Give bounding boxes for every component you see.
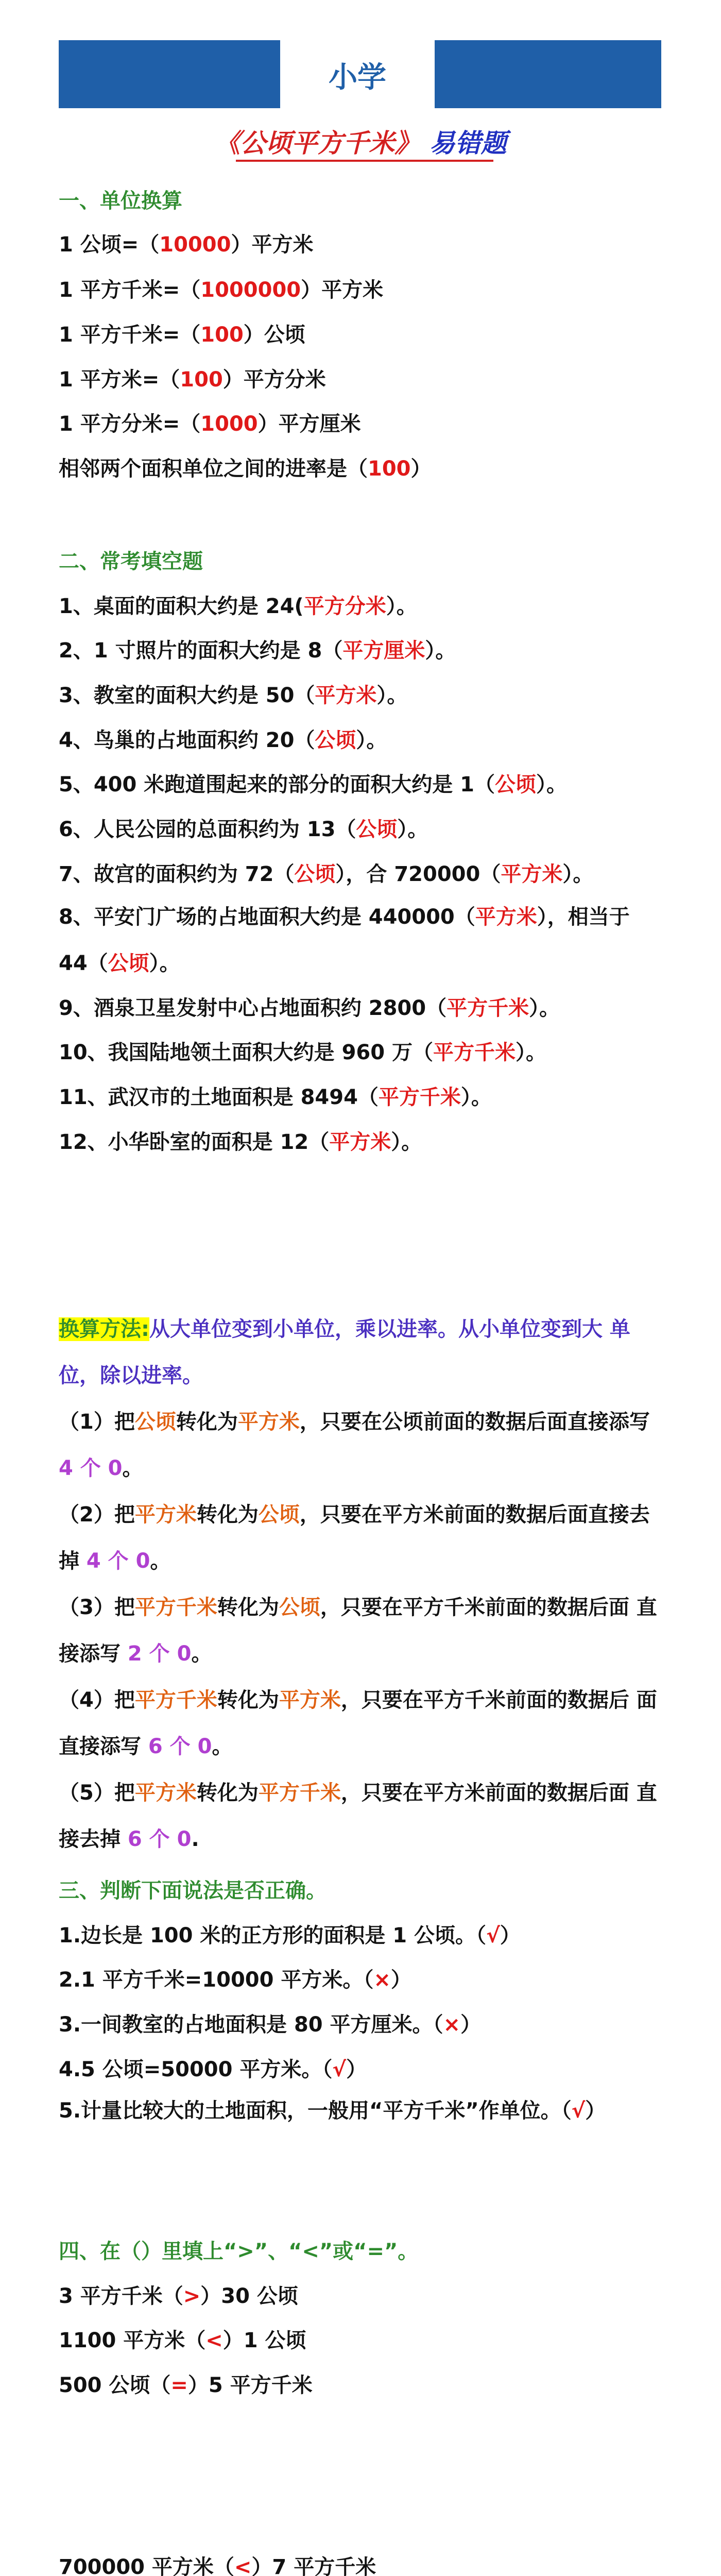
fill-question: 6、人民公园的总面积约为 13（公顷）。 xyxy=(59,818,428,841)
title-underline xyxy=(236,160,493,162)
section-heading-compare: 四、在（）里填上“>”、“<”或“=”。 xyxy=(59,2240,419,2263)
fill-question: 8、平安门广场的占地面积大约是 440000（平方米），相当于 44（公顷）。 xyxy=(59,905,630,975)
cross-mark: × xyxy=(373,1968,391,1992)
section-heading-conversion: 一、单位换算 xyxy=(59,189,182,213)
title-name: 公顷平方千米 xyxy=(240,128,395,158)
fill-question: 5、400 米跑道围起来的部分的面积大约是 1（公顷）。 xyxy=(59,773,568,796)
fill-question: 1、桌面的面积大约是 24(平方分米）。 xyxy=(59,595,417,618)
answer: 平方分米 xyxy=(303,595,386,618)
check-mark: √ xyxy=(332,2058,347,2081)
answer: 平方米 xyxy=(315,684,377,707)
cross-mark: × xyxy=(443,2013,461,2037)
answer: 1000000 xyxy=(200,278,301,302)
answer: 公顷 xyxy=(108,952,149,975)
answer: 公顷 xyxy=(315,728,356,752)
banner-label: 小学 xyxy=(329,61,386,94)
compare-question: 3 平方千米（>）30 公顷 xyxy=(59,2284,298,2308)
title-sub: 易错题 xyxy=(429,128,507,158)
compare-question: 1100 平方米（<）1 公顷 xyxy=(59,2329,306,2352)
judge-question: 1.边长是 100 米的正方形的面积是 1 公顷。（√） xyxy=(59,1924,521,1947)
section-heading-fill-in: 二、常考填空题 xyxy=(59,550,203,573)
answer: = xyxy=(170,2374,188,2397)
answer: 公顷 xyxy=(294,862,336,886)
method-rule: （1）把公顷转化为平方米，只要在公顷前面的数据后面直接添写 4 个 0。 xyxy=(59,1410,650,1480)
answer: 100 xyxy=(368,457,411,481)
answer: > xyxy=(183,2284,201,2308)
banner-label-box xyxy=(280,40,435,108)
answer: 10000 xyxy=(159,233,231,257)
answer: 100 xyxy=(180,368,223,392)
method-intro xyxy=(59,1306,661,1399)
method-rule: （2）把平方米转化为公顷，只要在平方米前面的数据后面直接去掉 4 个 0。 xyxy=(59,1503,650,1573)
answer: 平方千米 xyxy=(447,996,529,1020)
section-heading-true-false: 三、判断下面说法是否正确。 xyxy=(59,1879,327,1903)
answer: 1000 xyxy=(200,412,258,436)
title-book-open: 《 xyxy=(214,128,241,158)
answer: 平方千米 xyxy=(433,1041,516,1064)
fill-question: 3、教室的面积大约是 50（平方米）。 xyxy=(59,684,408,707)
conversion-line: 1 平方千米=（100）公顷 xyxy=(59,323,305,347)
method-rule: （4）把平方千米转化为平方米，只要在平方千米前面的数据后 面直接添写 6 个 0。 xyxy=(59,1688,657,1758)
fill-question: 2、1 寸照片的面积大约是 8（平方厘米）。 xyxy=(59,639,456,663)
header-banner xyxy=(59,40,661,108)
answer: 平方米 xyxy=(329,1130,391,1154)
answer: < xyxy=(205,2329,223,2352)
fill-question: 12、小华卧室的面积是 12（平方米）。 xyxy=(59,1130,422,1154)
conversion-line: 1 平方米=（100）平方分米 xyxy=(59,368,326,392)
answer: < xyxy=(234,2555,252,2576)
method-rule: （5）把平方米转化为平方千米，只要在平方米前面的数据后面 直接去掉 6 个 0. xyxy=(59,1781,657,1851)
fill-question: 10、我国陆地领土面积大约是 960 万（平方千米）。 xyxy=(59,1041,547,1064)
answer: 平方千米 xyxy=(378,1086,461,1109)
fill-question: 7、故宫的面积约为 72（公顷），合 720000（平方米）。 xyxy=(59,862,594,886)
fill-question: 4、鸟巢的占地面积约 20（公顷）。 xyxy=(59,728,387,752)
method-label: 换算方法: xyxy=(59,1317,149,1341)
conversion-line: 1 平方千米=（1000000）平方米 xyxy=(59,278,384,302)
check-mark: √ xyxy=(571,2099,586,2123)
judge-question: 2.1 平方千米=10000 平方米。（×） xyxy=(59,1968,411,1992)
compare-question: 700000 平方米（<）7 平方千米 xyxy=(59,2552,661,2576)
method-intro-text: 从大单位变到小单位，乘以进率。从小单位变到大 单位，除以进率。 xyxy=(59,1317,630,1387)
compare-question: 500 公顷（=）5 平方千米 xyxy=(59,2374,313,2397)
fill-question: 11、武汉市的土地面积是 8494（平方千米）。 xyxy=(59,1086,492,1109)
judge-question: 3.一间教室的占地面积是 80 平方厘米。（×） xyxy=(59,2013,482,2037)
fill-question: 9、酒泉卫星发射中心占地面积约 2800（平方千米）。 xyxy=(59,996,560,1020)
conversion-line: 相邻两个面积单位之间的进率是（100） xyxy=(59,457,432,481)
answer: 平方米 xyxy=(475,905,537,929)
answer: 平方米 xyxy=(501,862,563,886)
method-rule: （3）把平方千米转化为公顷，只要在平方千米前面的数据后面 直接添写 2 个 0。 xyxy=(59,1596,657,1666)
answer: 公顷 xyxy=(356,818,398,841)
title-book-close: 》 xyxy=(394,128,421,158)
check-mark: √ xyxy=(486,1924,500,1947)
judge-question: 4.5 公顷=50000 平方米。（√） xyxy=(59,2058,367,2081)
answer: 100 xyxy=(200,323,244,347)
conversion-line: 1 平方分米=（1000）平方厘米 xyxy=(59,412,361,436)
answer: 平方厘米 xyxy=(342,639,425,663)
conversion-line: 1 公顷=（10000）平方米 xyxy=(59,233,314,257)
judge-question: 5.计量比较大的土地面积，一般用“平方千米”作单位。（√） xyxy=(59,2099,606,2123)
page-title xyxy=(0,123,721,160)
answer: 公顷 xyxy=(495,773,537,796)
